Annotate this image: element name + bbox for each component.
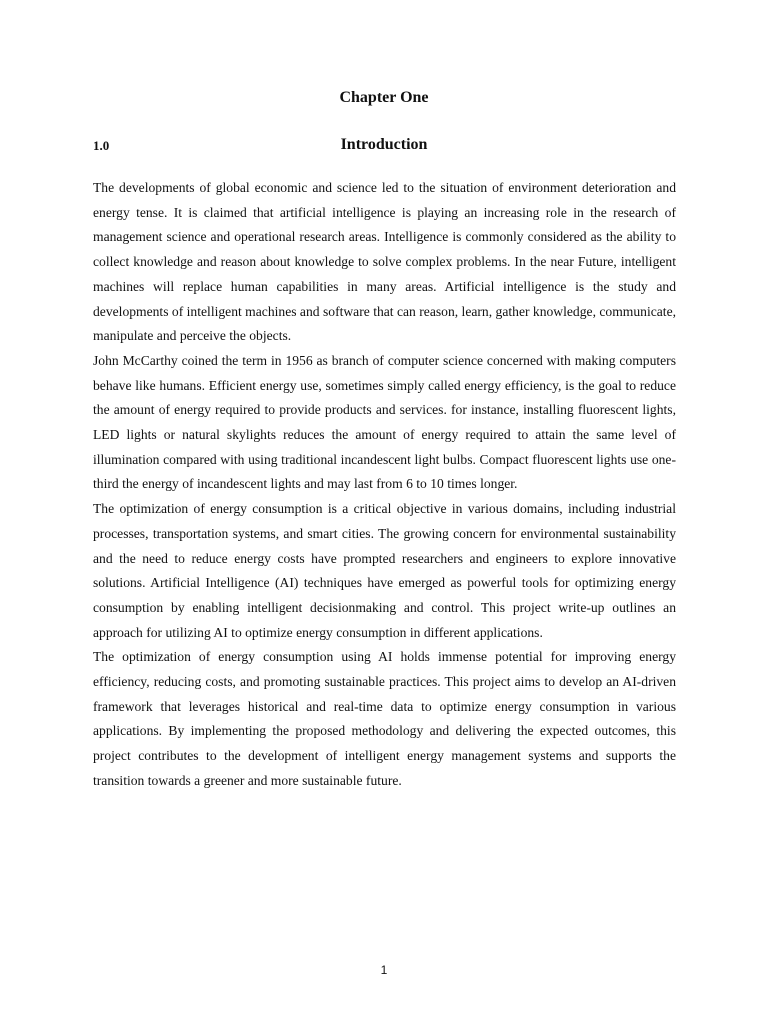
paragraph: The optimization of energy consumption is a critical objective in various domains, including industrial processes, transportation systems, and smart cities. The growing concern for environmental sustainability and the need to reduce energy costs have prompted researchers and engineers to explore innovative solutions. Artificial Intelligence (AI) techniques have emerged as powerful tools for optimizing energy consumption by enabling intelligent decisionmaking and control. This project write-up outlines an approach for utilizing AI to optimize energy consumption in different applications. — [93, 501, 676, 640]
body-text — [93, 176, 676, 794]
paragraph: The optimization of energy consumption using AI holds immense potential for improving energy efficiency, reducing costs, and promoting sustainable practices. This project aims to develop an AI-driven framework that leverages historical and real-time data to optimize energy consumption in various applications. By implementing the proposed methodology and delivering the expected outcomes, this project contributes to the development of intelligent energy management systems and supports the transition towards a greener and more sustainable future. — [93, 649, 676, 788]
paragraph: The developments of global economic and science led to the situation of environment deterioration and energy tense. It is claimed that artificial intelligence is playing an increasing role in the research of management science and operational research areas. Intelligence is commonly considered as the ability to collect knowledge and reason about knowledge to solve complex problems. In the near Future, intelligent machines will replace human capabilities in many areas. Artificial intelligence is the study and developments of intelligent machines and software that can reason, learn, gather knowledge, communicate, manipulate and perceive the objects. — [93, 180, 676, 344]
paragraph: John McCarthy coined the term in 1956 as branch of computer science concerned with making computers behave like humans. Efficient energy use, sometimes simply called energy efficiency, is the goal to reduce the amount of energy required to provide products and services. for instance, installing fluorescent lights, LED lights or natural skylights reduces the amount of energy required to attain the same level of illumination compared with using traditional incandescent light bulbs. Compact fluorescent lights use one-third the energy of incandescent lights and may last from 6 to 10 times longer. — [93, 352, 676, 492]
section-number: 1.0 — [93, 138, 110, 153]
chapter-title: Chapter One — [339, 89, 429, 106]
section-title: Introduction — [340, 136, 428, 153]
page-number: 1 — [380, 963, 388, 977]
